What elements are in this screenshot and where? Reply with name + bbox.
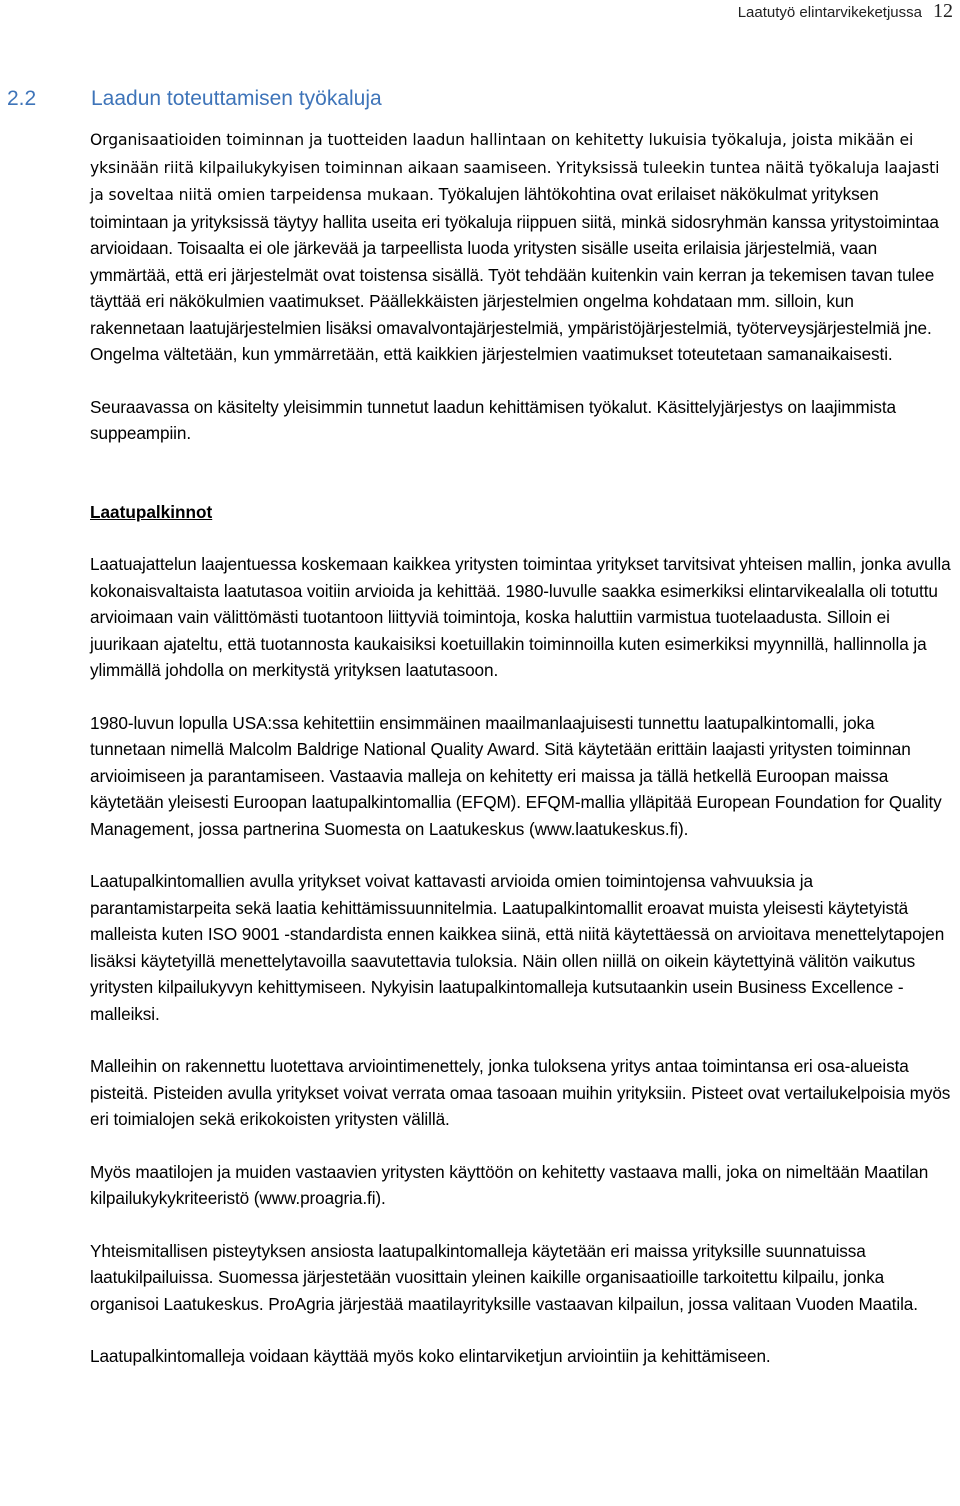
- paragraph-2: 1980-luvun lopulla USA:ssa kehitettiin ensimmäinen maailmanlaajuisesti tunnettu laatupalkintomalli, joka tunnetaan nimellä Malcolm Baldrige National Quality Award. Sitä käytetään erittäin laajasti yritysten toiminnan arvioimiseen ja parantamiseen. Vastaavia malleja on kehitetty eri maissa ja tällä hetkellä Euroopan maissa käytetään yleisesti Euroopan laatupalkintomallia (EFQM). EFQM-mallia ylläpitää European Foundation for Quality Management, jossa partnerina Suomesta on Laatukeskus (www.laatukeskus.fi).: [90, 712, 942, 839]
- paragraph-3: Laatupalkintomallien avulla yritykset voivat kattavasti arvioida omien toimintojensa vahvuuksia ja parantamistarpeita sekä laatia kehittämissuunnitelmia. Laatupalkintomallit eroavat muista yleisesti käytetyistä malleista kuten ISO 9001 -standardista ennen kaikkea siinä, että niitä käytettäessä on arvioitava menettelytapojen lisäksi käytetyillä menettelytavoilla saavutettavia tuloksia. Näin ollen niillä on oikein käytettyinä välitön vaikutus yritysten kilpailukyvyn kehittymiseen. Nykyisin laatupalkintomalleja kutsutaankin usein Business Excellence -malleiksi.: [90, 871, 945, 1024]
- subheading-laatupalkinnot: Laatupalkinnot: [90, 501, 213, 522]
- section-heading: [7, 87, 382, 111]
- page-header: [0, 0, 960, 30]
- page-number: 12: [933, 0, 953, 22]
- paragraph-5: Myös maatilojen ja muiden vastaavien yritysten käyttöön on kehitetty vastaava malli, joka on nimeltään Maatilan kilpailukykykriteeristö (www.proagria.fi).: [90, 1161, 929, 1208]
- paragraph-7: Laatupalkintomalleja voidaan käyttää myös koko elintarviketjun arviointiin ja kehittämiseen.: [90, 1346, 771, 1366]
- intro-text-part-c: Toisaalta ei ole järkevää ja tarpeellista luoda yritysten sisälle useita erilaisia järjestelmiä, vaan ymmärtää, että eri järjestelmät ovat toistensa sisällä.: [90, 238, 878, 285]
- paragraph-1: Laatuajattelun laajentuessa koskemaan kaikkea yritysten toimintaa yritykset tarvitsivat yhteisen mallin, jonka avulla kokonaisvaltaista laatutasoa voitiin arvioida ja kehittää. 1980-luvulle saakka esimerkiksi elintarvikealalla oli totuttu arvioimaan vain välittömästi tuotantoon liittyviä toimintoja, koska haluttiin varmistua tuotelaadusta. Silloin ei juurikaan ajateltu, että tuotannosta kaukaisiksi koetuillakin toiminnoilla kuten esimerkiksi myynnillä, hallinnolla ja ylimmällä johdolla on merkitystä yrityksen laatutasoon.: [90, 554, 951, 680]
- order-paragraph: Seuraavassa on käsitelty yleisimmin tunnetut laadun kehittämisen työkalut. Käsittelyjärjestys on laajimmista suppeampiin.: [90, 396, 896, 443]
- intro-text-part-a: Organisaatioiden toiminnan ja tuotteiden laadun hallintaan on kehitetty lukuisia työkaluja, joista mikään ei yksinään riitä kilpailukykyisen toiminnan aikaan saamiseen. Yrityksissä tuleekin tuntea näitä työkaluja laajasti ja soveltaa niitä omien tarpeidensa mukaan.: [90, 131, 940, 204]
- paragraph-6: Yhteismitallisen pisteytyksen ansiosta laatupalkintomalleja käytetään eri maissa yrityksille suunnatuissa laatukilpailuissa. Suomessa järjestetään vuosittain yleinen kaikille organisaatioille tarkoitettu kilpailu, jonka organisoi Laatukeskus. ProAgria järjestää maatilayrityksille vastaavan kilpailun, jossa valitaan Vuoden Maatila.: [90, 1240, 918, 1314]
- intro-text-part-e: Ongelma vältetään, kun ymmärretään, että kaikkien järjestelmien vaatimukset toteutetaan samanaikaisesti.: [90, 344, 893, 364]
- intro-text-part-d: Työt tehdään kuitenkin vain kerran ja tekemisen tavan tulee täyttää eri näkökulmien vaatimukset. Päällekkäisten järjestelmien ongelma kohdataan mm. silloin, kun rakennetaan laatujärjestelmien lisäksi omavalvontajärjestelmiä, ympäristöjärjestelmiä, työterveysjärjestelmiä jne.: [90, 264, 935, 338]
- section-title: Laadun toteuttamisen työkaluja: [91, 87, 382, 111]
- intro-paragraph: [90, 126, 952, 368]
- document-body: [90, 126, 952, 1370]
- running-header-title: Laatutyö elintarvikeketjussa: [737, 4, 922, 21]
- paragraph-4: Malleihin on rakennettu luotettava arviointimenettely, jonka tuloksena yritys antaa toimintansa eri osa-alueista pisteitä. Pisteiden avulla yritykset voivat verrata omaa tasoaan muihin yrityksiin. Pisteet ovat vertailukelpoisia myös eri toimialojen sekä erikokoisten yritysten välillä.: [90, 1056, 951, 1129]
- section-number: 2.2: [7, 87, 37, 111]
- intro-text-part-b: Työkalujen lähtökohtina ovat erilaiset näkökulmat yrityksen toimintaan ja yrityksissä täytyy hallita useita eri työkaluja riippuen siitä, minkä sidosryhmän kanssa yritystoimintaa arvioidaan.: [90, 184, 939, 258]
